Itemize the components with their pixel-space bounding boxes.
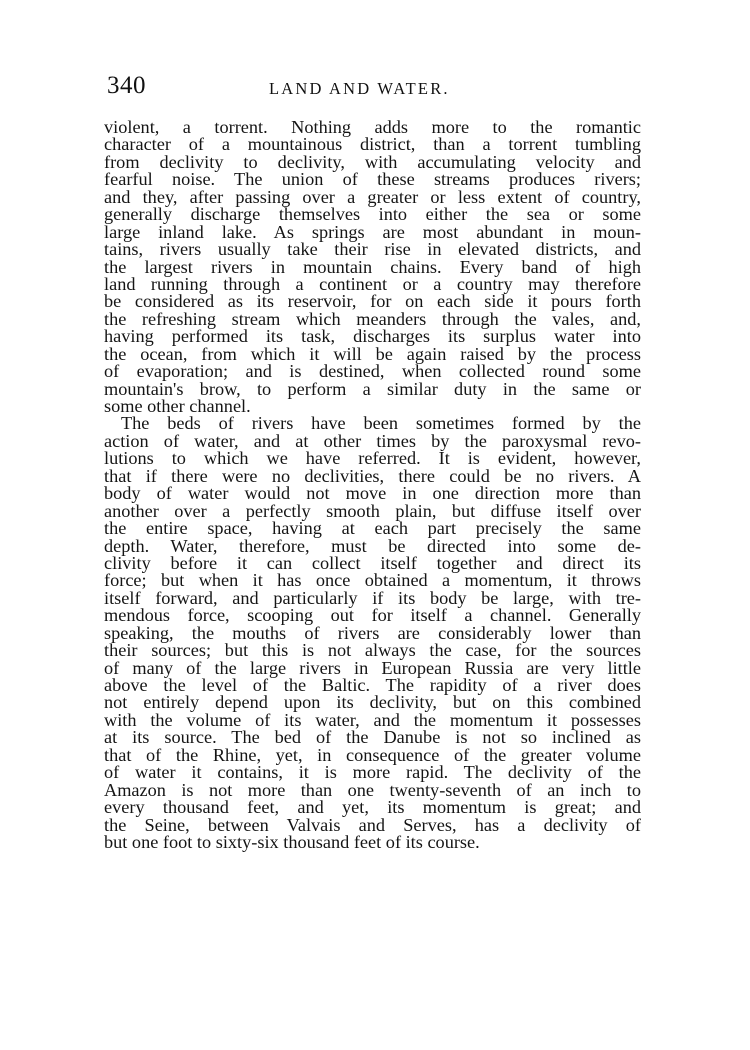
text-line: the entire space, having at each part precisely the same xyxy=(104,518,641,539)
text-line: tains, rivers usually take their rise in elevated districts, and xyxy=(104,239,641,260)
text-line: that if there were no declivities, there could be no rivers. A xyxy=(104,465,641,486)
text-line: from declivity to declivity, with accumulating velocity and xyxy=(104,151,641,172)
text-line: with the volume of its water, and the momentum it possesses xyxy=(104,709,641,730)
text-line: generally discharge themselves into either the sea or some xyxy=(104,204,641,225)
text-line: at its source. The bed of the Danube is not so inclined as xyxy=(104,727,641,748)
paragraph xyxy=(104,415,641,851)
text-line: speaking, the mouths of rivers are considerably lower than xyxy=(104,622,641,643)
text-line: force; but when it has once obtained a momentum, it throws xyxy=(104,570,641,591)
paragraph xyxy=(104,119,641,415)
text-line: lutions to which we have referred. It is evident, however, xyxy=(104,448,641,469)
running-title: LAND AND WATER. xyxy=(269,79,450,98)
text-line: violent, a torrent. Nothing adds more to the romantic xyxy=(104,117,641,137)
text-line: body of water would not move in one direction more than xyxy=(104,483,641,504)
text-line: and they, after passing over a greater or less extent of country, xyxy=(104,186,641,207)
text-line: every thousand feet, and yet, its momentum is great; and xyxy=(104,797,641,818)
text-line: Amazon is not more than one twenty-seventh of an inch to xyxy=(104,779,641,800)
text-line: clivity before it can collect itself together and direct its xyxy=(104,552,641,573)
page-header xyxy=(107,72,642,112)
text-line: character of a mountainous district, than a torrent tumbling xyxy=(104,134,641,155)
text-line: the Seine, between Valvais and Serves, has a declivity of xyxy=(104,814,641,835)
text-line: but one foot to sixty-six thousand feet of its course. xyxy=(104,831,480,852)
text-line: of water it contains, it is more rapid. The declivity of the xyxy=(104,762,641,783)
text-line: not entirely depend upon its declivity, but on this combined xyxy=(104,692,641,713)
text-line: The beds of rivers have been sometimes formed by the xyxy=(121,413,641,434)
text-line: the refreshing stream which meanders through the vales, and, xyxy=(104,308,641,329)
text-line: some other channel. xyxy=(104,396,251,416)
text-line: fearful noise. The union of these streams produces rivers; xyxy=(104,169,641,190)
text-line: the ocean, from which it will be again raised by the process xyxy=(104,343,641,364)
text-line: mountain's brow, to perform a similar duty in the same or xyxy=(104,378,641,399)
text-line: action of water, and at other times by the paroxysmal revo- xyxy=(104,430,641,451)
text-line: mendous force, scooping out for itself a channel. Generally xyxy=(104,605,641,626)
text-line: large inland lake. As springs are most abundant in moun- xyxy=(104,221,641,242)
text-line: of evaporation; and is destined, when collected round some xyxy=(104,361,641,382)
page-number: 340 xyxy=(107,72,146,99)
text-line: land running through a continent or a country may therefore xyxy=(104,273,641,294)
text-line: the largest rivers in mountain chains. Every band of high xyxy=(104,256,641,277)
text-line: above the level of the Baltic. The rapidity of a river does xyxy=(104,675,641,695)
body-text xyxy=(104,119,641,851)
text-line: another over a perfectly smooth plain, but diffuse itself over xyxy=(104,500,641,521)
text-line: depth. Water, therefore, must be directed into some de- xyxy=(104,535,641,556)
text-line: that of the Rhine, yet, in consequence of the greater volume xyxy=(104,744,641,765)
text-line: itself forward, and particularly if its body be large, with tre- xyxy=(104,587,641,608)
text-line: having performed its task, discharges its surplus water into xyxy=(104,326,641,347)
text-line: their sources; but this is not always the case, for the sources xyxy=(104,640,641,661)
text-line: be considered as its reservoir, for on each side it pours forth xyxy=(104,291,641,312)
text-line: of many of the large rivers in European Russia are very little xyxy=(104,657,641,678)
